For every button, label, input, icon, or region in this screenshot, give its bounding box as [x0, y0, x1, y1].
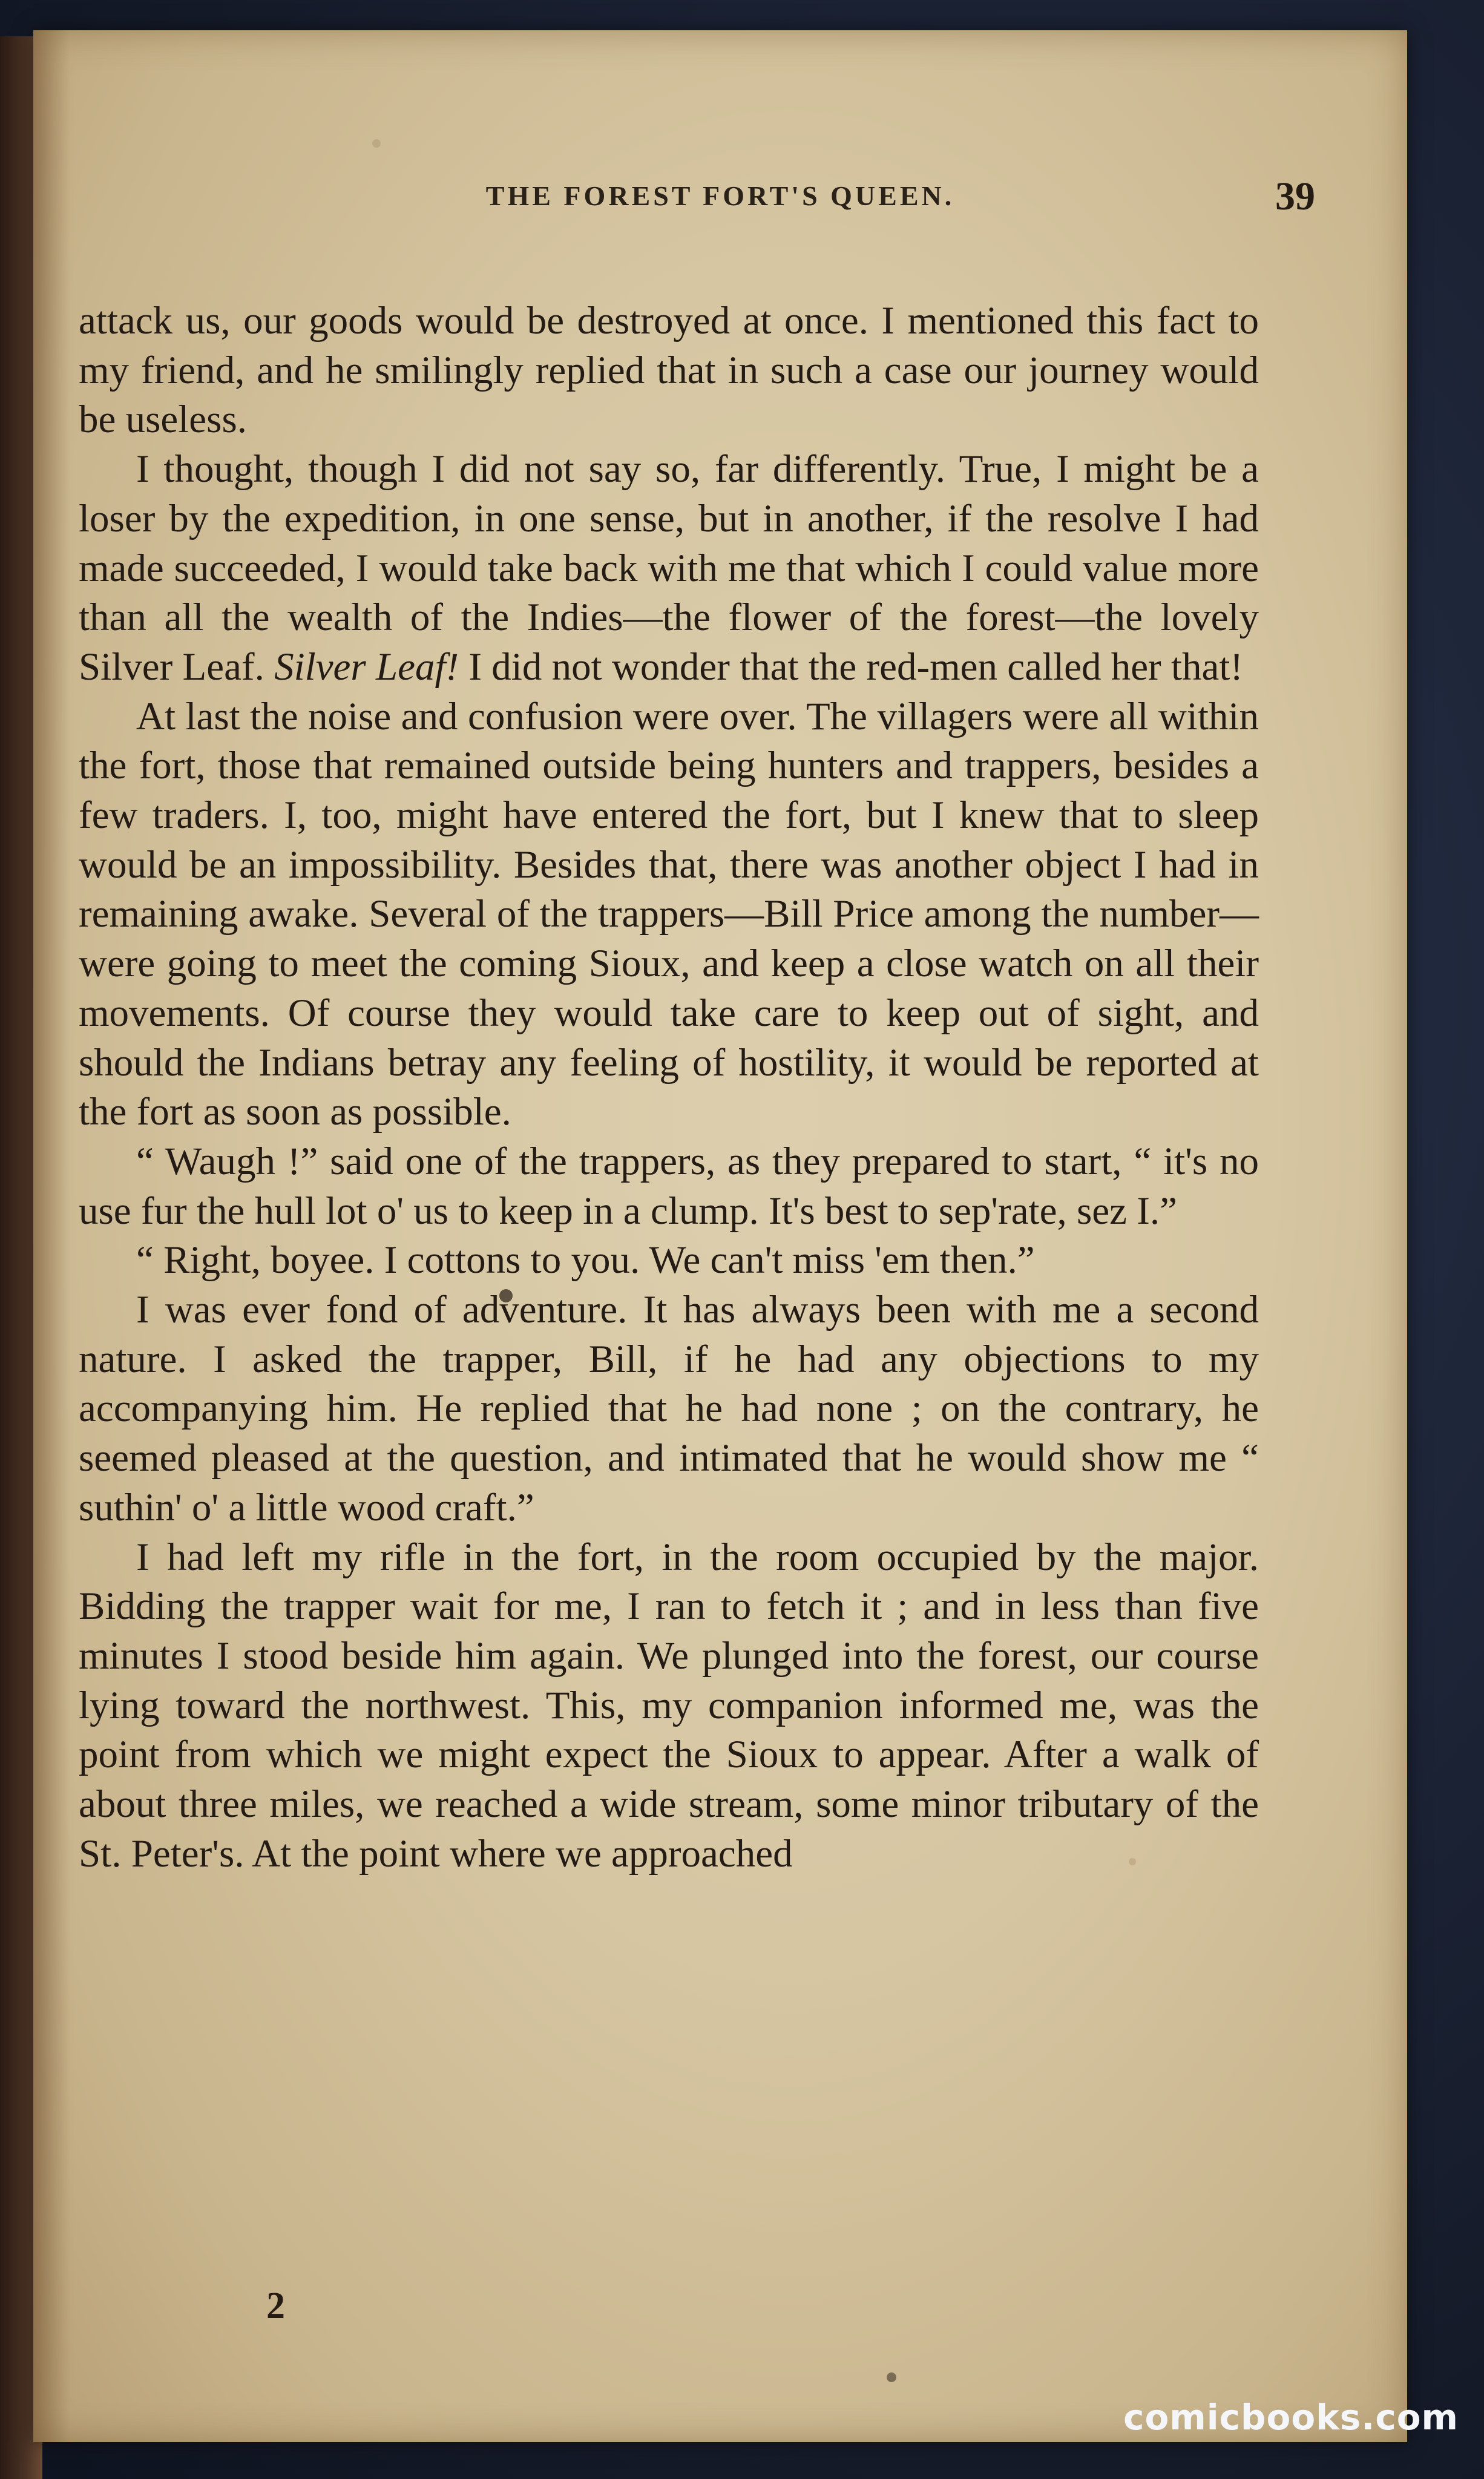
- book-page: [33, 30, 1407, 2442]
- paragraph: attack us, our goods would be destroyed at once. I mentioned this fact to my friend, and he smilingly replied that in such a case our journey would be useless.: [79, 299, 1259, 442]
- italic-emphasis: Silver Leaf!: [274, 645, 459, 689]
- paragraph: I was ever fond of adventure. It has always been with me a second nature. I asked the trapper, Bill, if he had any objections to my accompanying him. He replied that he had none ; on the contrary, he seemed pleased at the question, and intimated that he would show me “ suthin' o' a little wood craft.”: [79, 1288, 1259, 1529]
- page-number: 39: [1275, 174, 1315, 218]
- signature-mark: 2: [266, 2285, 285, 2326]
- paragraph: At last the noise and confusion were over. The villagers were all within the fort, those that remained outside being hunters and trappers, besides a few traders. I, too, might have entered the fort, but I knew that to sleep would be an impossibility. Besides that, there was another object I had in remaining awake. Several of the trappers—Bill Price among the number—were going to meet the coming Sioux, and keep a close watch on all their movements. Of course they would take care to keep out of sight, and should the Indians betray any feeling of hostility, it would be reported at the fort as soon as possible.: [79, 694, 1259, 1134]
- page-gutter-shadow: [33, 30, 70, 2442]
- paragraph-text: I thought, though I did not say so, far differently. True, I might be a loser by the expedition, in one sense, but in another, if the resolve I had made succeeded, I would take back with me that which I could value more than all the wealth of the Indies—the flower of the forest—the lovely Silver Leaf.: [79, 447, 1259, 689]
- paragraph-text: I did not wonder that the red-men called her that!: [468, 645, 1244, 689]
- running-head: [33, 174, 1407, 228]
- paragraph: [79, 445, 1259, 692]
- site-watermark: comicbooks.com: [1123, 2397, 1459, 2438]
- foxing-spot: [372, 139, 381, 148]
- body-text: [79, 297, 1259, 1879]
- paragraph: “ Waugh !” said one of the trappers, as they prepared to start, “ it's no use fur the hull lot o' us to keep in a clump. It's best to sep'rate, sez I.”: [79, 1139, 1259, 1233]
- paragraph: “ Right, boyee. I cottons to you. We can't miss 'em then.”: [136, 1238, 1035, 1282]
- ink-spot: [887, 2372, 896, 2382]
- running-title: THE FOREST FORT'S QUEEN.: [485, 180, 955, 211]
- paragraph: I had left my rifle in the fort, in the room occupied by the major. Bidding the trapper wait for me, I ran to fetch it ; and in less than five minutes I stood beside him again. We plunged into the forest, our course lying toward the northwest. This, my companion informed me, was the point from which we might expect the Sioux to appear. After a walk of about three miles, we reached a wide stream, some minor tributary of the St. Peter's. At the point where we approached: [79, 1535, 1259, 1876]
